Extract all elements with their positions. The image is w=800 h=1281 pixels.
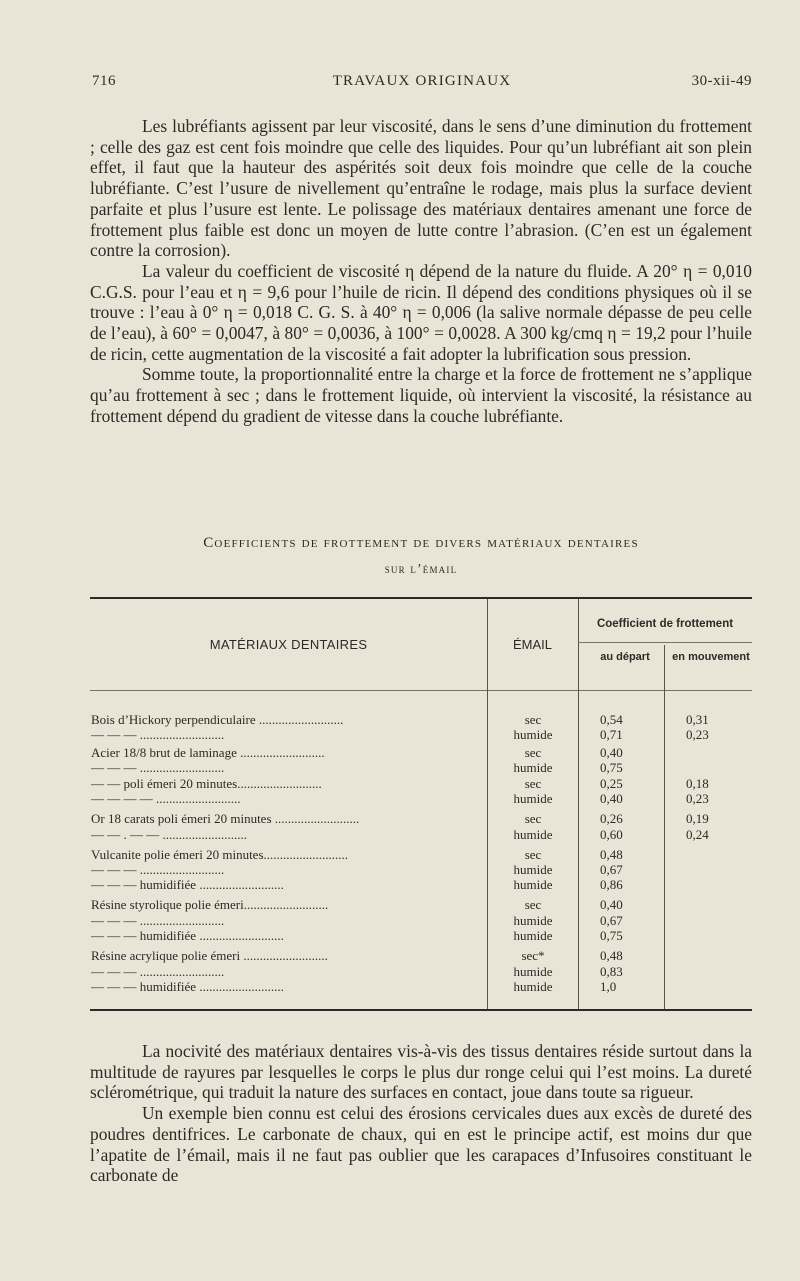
table-caption <box>90 531 752 581</box>
cell-materiau: — — . — — .......................... <box>91 827 247 842</box>
table-row <box>90 847 752 862</box>
cell-depart: 0,75 <box>600 760 623 775</box>
table-row <box>90 913 752 928</box>
cell-depart: 0,40 <box>600 897 623 912</box>
cell-materiau: Vulcanite polie émeri 20 minutes.......................... <box>91 847 349 862</box>
cell-email: humide <box>513 877 553 892</box>
cell-mouvement: 0,23 <box>686 791 709 806</box>
paragraph-exemple: Un exemple bien connu est celui des érosions cervicales dues aux excès de dureté des poudres dentifrices. Le carbonate de chaux, qui en est le principe actif, est moins dur que l’apatite de l’émail, mais il ne faut pas oublier que les carapaces d’Infusoires constituant le carbonate de <box>90 1103 752 1186</box>
table-caption-line2: sur l’émail <box>384 561 458 576</box>
cell-materiau: — — — humidifiée .......................... <box>91 877 284 892</box>
table-bottom-rule <box>90 1009 752 1011</box>
table-row <box>90 862 752 877</box>
paragraph-viscosite: La valeur du coefficient de viscosité η dépend de la nature du fluide. A 20° η = 0,010 C.G.S. pour l’eau et η = 9,6 pour l’huile de ricin. Il dépend des conditions physiques où il se trouve : l’eau à 0° η = 0,018 C. G. S. à 40° η = 0,006 (la salive normale dépasse de peu celle de l’eau), à 60° = 0,0047, à 80° = 0,0036, à 100° = 0,0028. A 300 kg/cmq η = 19,2 pour l’huile de ricin, cette augmentation de la viscosité a fait adopter la lubrification sous pression. <box>90 260 752 364</box>
table-top-rule <box>90 597 752 599</box>
table-row <box>90 776 752 791</box>
header-coefficient: Coefficient de frottement <box>596 618 734 630</box>
cell-materiau: Or 18 carats poli émeri 20 minutes .......................... <box>91 811 360 826</box>
cell-depart: 0,48 <box>600 847 623 862</box>
cell-email: humide <box>513 791 553 806</box>
table-row <box>90 928 752 943</box>
cell-email: humide <box>513 964 553 979</box>
cell-materiau: Acier 18/8 brut de laminage .......................... <box>91 745 325 760</box>
friction-table <box>90 597 752 1011</box>
body-text-bottom <box>90 1041 752 1186</box>
cell-depart: 0,26 <box>600 811 623 826</box>
header-email: ÉMAIL <box>512 637 552 652</box>
cell-mouvement: 0,23 <box>686 727 709 742</box>
table-row <box>90 964 752 979</box>
cell-materiau: Bois d’Hickory perpendiculaire .......................... <box>91 712 344 727</box>
table-row <box>90 791 752 806</box>
cell-depart: 0,40 <box>600 791 623 806</box>
journal-title: TRAVAUX ORIGINAUX <box>332 73 512 89</box>
coef-subheader-rule <box>578 642 752 643</box>
table-row <box>90 760 752 775</box>
cell-email: humide <box>513 727 553 742</box>
cell-materiau: — — — — .......................... <box>91 791 241 806</box>
table-row <box>90 948 752 963</box>
cell-materiau: — — poli émeri 20 minutes.......................... <box>91 776 322 791</box>
cell-mouvement: 0,18 <box>686 776 709 791</box>
cell-materiau: — — — humidifiée .......................... <box>91 928 284 943</box>
cell-email: sec <box>524 897 542 912</box>
table-row <box>90 897 752 912</box>
table-header-rule <box>90 690 752 691</box>
paragraph-lubrifiants: Les lubréfiants agissent par leur viscosité, dans le sens d’une diminution du frottement ; celle des gaz est cent fois moindre que celle des liquides. Pour qu’un lubréfiant ait son plein effet, il faut que la hauteur des aspérités soit deux fois moindre que celle de la couche lubréfiante. C’est l’usure de nivellement qu’entraîne le rodage, mais plus la surface devient parfaite et plus l’usure est lente. Le polissage des matériaux dentaires amenant une force de frottement plus faible est donc un moyen de lutte contre l’abrasion. (C’en est un également contre la corrosion). <box>90 116 752 261</box>
cell-materiau: — — — humidifiée .......................... <box>91 979 284 994</box>
cell-depart: 0,83 <box>600 964 623 979</box>
cell-depart: 0,25 <box>600 776 623 791</box>
cell-email: sec* <box>521 948 545 963</box>
cell-mouvement: 0,19 <box>686 811 709 826</box>
paragraph-somme-toute: Somme toute, la proportionnalité entre la charge et la force de frottement ne s’applique qu’au frottement à sec ; dans le frottement liquide, où intervient la viscosité, la résistance au frottement dépend du gradient de vitesse dans la couche lubréfiante. <box>90 364 752 426</box>
table-row <box>90 745 752 760</box>
cell-materiau: Résine acrylique polie émeri .......................... <box>91 948 328 963</box>
cell-email: sec <box>524 712 542 727</box>
cell-depart: 0,86 <box>600 877 623 892</box>
cell-materiau: — — — .......................... <box>91 760 225 775</box>
cell-depart: 0,67 <box>600 913 623 928</box>
cell-email: sec <box>524 776 542 791</box>
cell-materiau: — — — .......................... <box>91 727 225 742</box>
cell-depart: 0,67 <box>600 862 623 877</box>
table-row <box>90 877 752 892</box>
issue-date: 30-xii-49 <box>691 73 752 89</box>
running-header <box>92 73 752 95</box>
cell-materiau: Résine styrolique polie émeri.......................... <box>91 897 329 912</box>
header-materiaux: MATÉRIAUX DENTAIRES <box>209 637 368 652</box>
cell-email: sec <box>524 745 542 760</box>
table-row <box>90 727 752 742</box>
table-row <box>90 979 752 994</box>
cell-materiau: — — — .......................... <box>91 913 225 928</box>
cell-email: humide <box>513 979 553 994</box>
cell-depart: 1,0 <box>600 979 617 994</box>
header-en-mouvement: en mouvement <box>672 651 750 663</box>
header-au-depart: au départ <box>600 651 650 663</box>
cell-depart: 0,40 <box>600 745 623 760</box>
page-number: 716 <box>92 73 116 89</box>
table-row <box>90 811 752 826</box>
body-text-top <box>90 116 752 427</box>
table-row <box>90 827 752 842</box>
cell-email: humide <box>513 760 553 775</box>
cell-email: humide <box>513 928 553 943</box>
paragraph-nocivite: La nocivité des matériaux dentaires vis-à-vis des tissus dentaires réside surtout dans la multitude de rayures par lesquelles le corps le plus dur ronge celui qui l’est moins. La dureté sclérométrique, qui traduit la nature des surfaces en contact, joue dans toute sa rigueur. <box>90 1041 752 1103</box>
cell-email: humide <box>513 913 553 928</box>
cell-mouvement: 0,31 <box>686 712 709 727</box>
cell-email: humide <box>513 862 553 877</box>
table-caption-line1: Coefficients de frottement de divers matériaux dentaires <box>203 535 639 551</box>
table-row <box>90 712 752 727</box>
cell-depart: 0,71 <box>600 727 623 742</box>
cell-email: sec <box>524 847 542 862</box>
cell-email: humide <box>513 827 553 842</box>
cell-materiau: — — — .......................... <box>91 862 225 877</box>
cell-mouvement: 0,24 <box>686 827 709 842</box>
cell-depart: 0,54 <box>600 712 623 727</box>
cell-email: sec <box>524 811 542 826</box>
cell-depart: 0,48 <box>600 948 623 963</box>
cell-materiau: — — — .......................... <box>91 964 225 979</box>
cell-depart: 0,75 <box>600 928 623 943</box>
cell-depart: 0,60 <box>600 827 623 842</box>
